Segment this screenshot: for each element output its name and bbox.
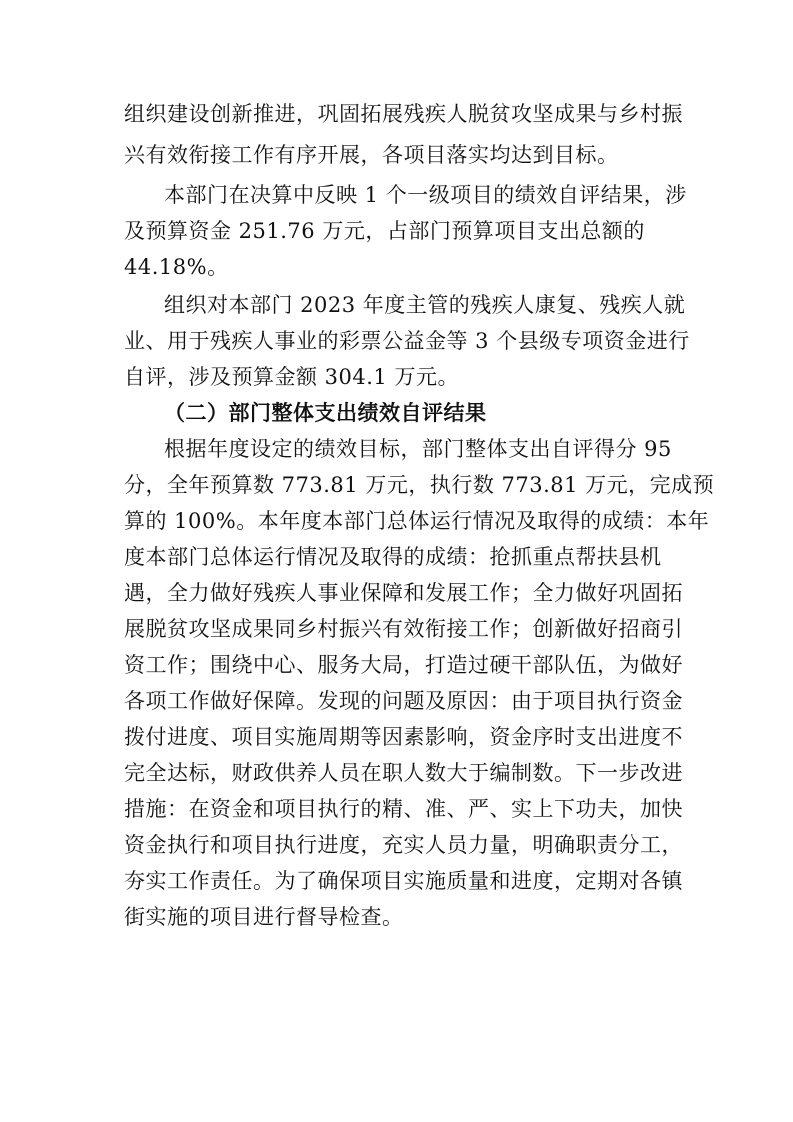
paragraph-2-line-3: 44.18%。 [124, 255, 229, 279]
paragraph-3-line-1: 组织对本部门 2023 年度主管的残疾人康复、残疾人就 [164, 293, 686, 317]
paragraph-1-line-2: 兴有效衔接工作有序开展，各项目落实均达到目标。 [124, 143, 619, 167]
paragraph-3-line-3: 自评，涉及预算金额 304.1 万元。 [124, 365, 459, 389]
paragraph-4-line-1: 根据年度设定的绩效目标，部门整体支出自评得分 95 [164, 437, 672, 461]
paragraph-4-line-9: 拨付进度、项目实施周期等因素影响，资金序时支出进度不 [124, 725, 683, 749]
paragraph-4-line-10: 完全达标，财政供养人员在职人数大于编制数。下一步改进 [124, 761, 683, 785]
paragraph-4-line-5: 遇，全力做好残疾人事业保障和发展工作；全力做好巩固拓 [124, 581, 683, 605]
paragraph-4-line-2: 分，全年预算数 773.81 万元，执行数 773.81 万元，完成预 [124, 473, 715, 497]
section-heading: （二）部门整体支出绩效自评结果 [164, 400, 487, 425]
paragraph-2-line-2: 及预算资金 251.76 万元，占部门预算项目支出总额的 [124, 219, 645, 243]
paragraph-4-line-6: 展脱贫攻坚成果同乡村振兴有效衔接工作；创新做好招商引 [124, 617, 683, 641]
paragraph-1-line-1: 组织建设创新推进，巩固拓展残疾人脱贫攻坚成果与乡村振 [124, 102, 683, 126]
paragraph-4-line-11: 措施：在资金和项目执行的精、准、严、实上下功夫，加快 [124, 797, 683, 821]
paragraph-2-line-1: 本部门在决算中反映 1 个一级项目的绩效自评结果，涉 [164, 183, 687, 207]
paragraph-4-line-12: 资金执行和项目执行进度，充实人员力量，明确职责分工， [124, 833, 683, 857]
paragraph-4-line-7: 资工作；围绕中心、服务大局，打造过硬干部队伍，为做好 [124, 653, 683, 677]
paragraph-4-line-8: 各项工作做好保障。发现的问题及原因：由于项目执行资金 [124, 689, 683, 713]
paragraph-4-line-13: 夯实工作责任。为了确保项目实施质量和进度，定期对各镇 [124, 869, 683, 893]
paragraph-4-line-3: 算的 100%。本年度本部门总体运行情况及取得的成绩：本年 [124, 509, 710, 533]
paragraph-4-line-4: 度本部门总体运行情况及取得的成绩：抢抓重点帮扶县机 [124, 545, 662, 569]
paragraph-3-line-2: 业、用于残疾人事业的彩票公益金等 3 个县级专项资金进行 [124, 329, 690, 353]
paragraph-4-line-14: 街实施的项目进行督导检查。 [124, 905, 404, 929]
